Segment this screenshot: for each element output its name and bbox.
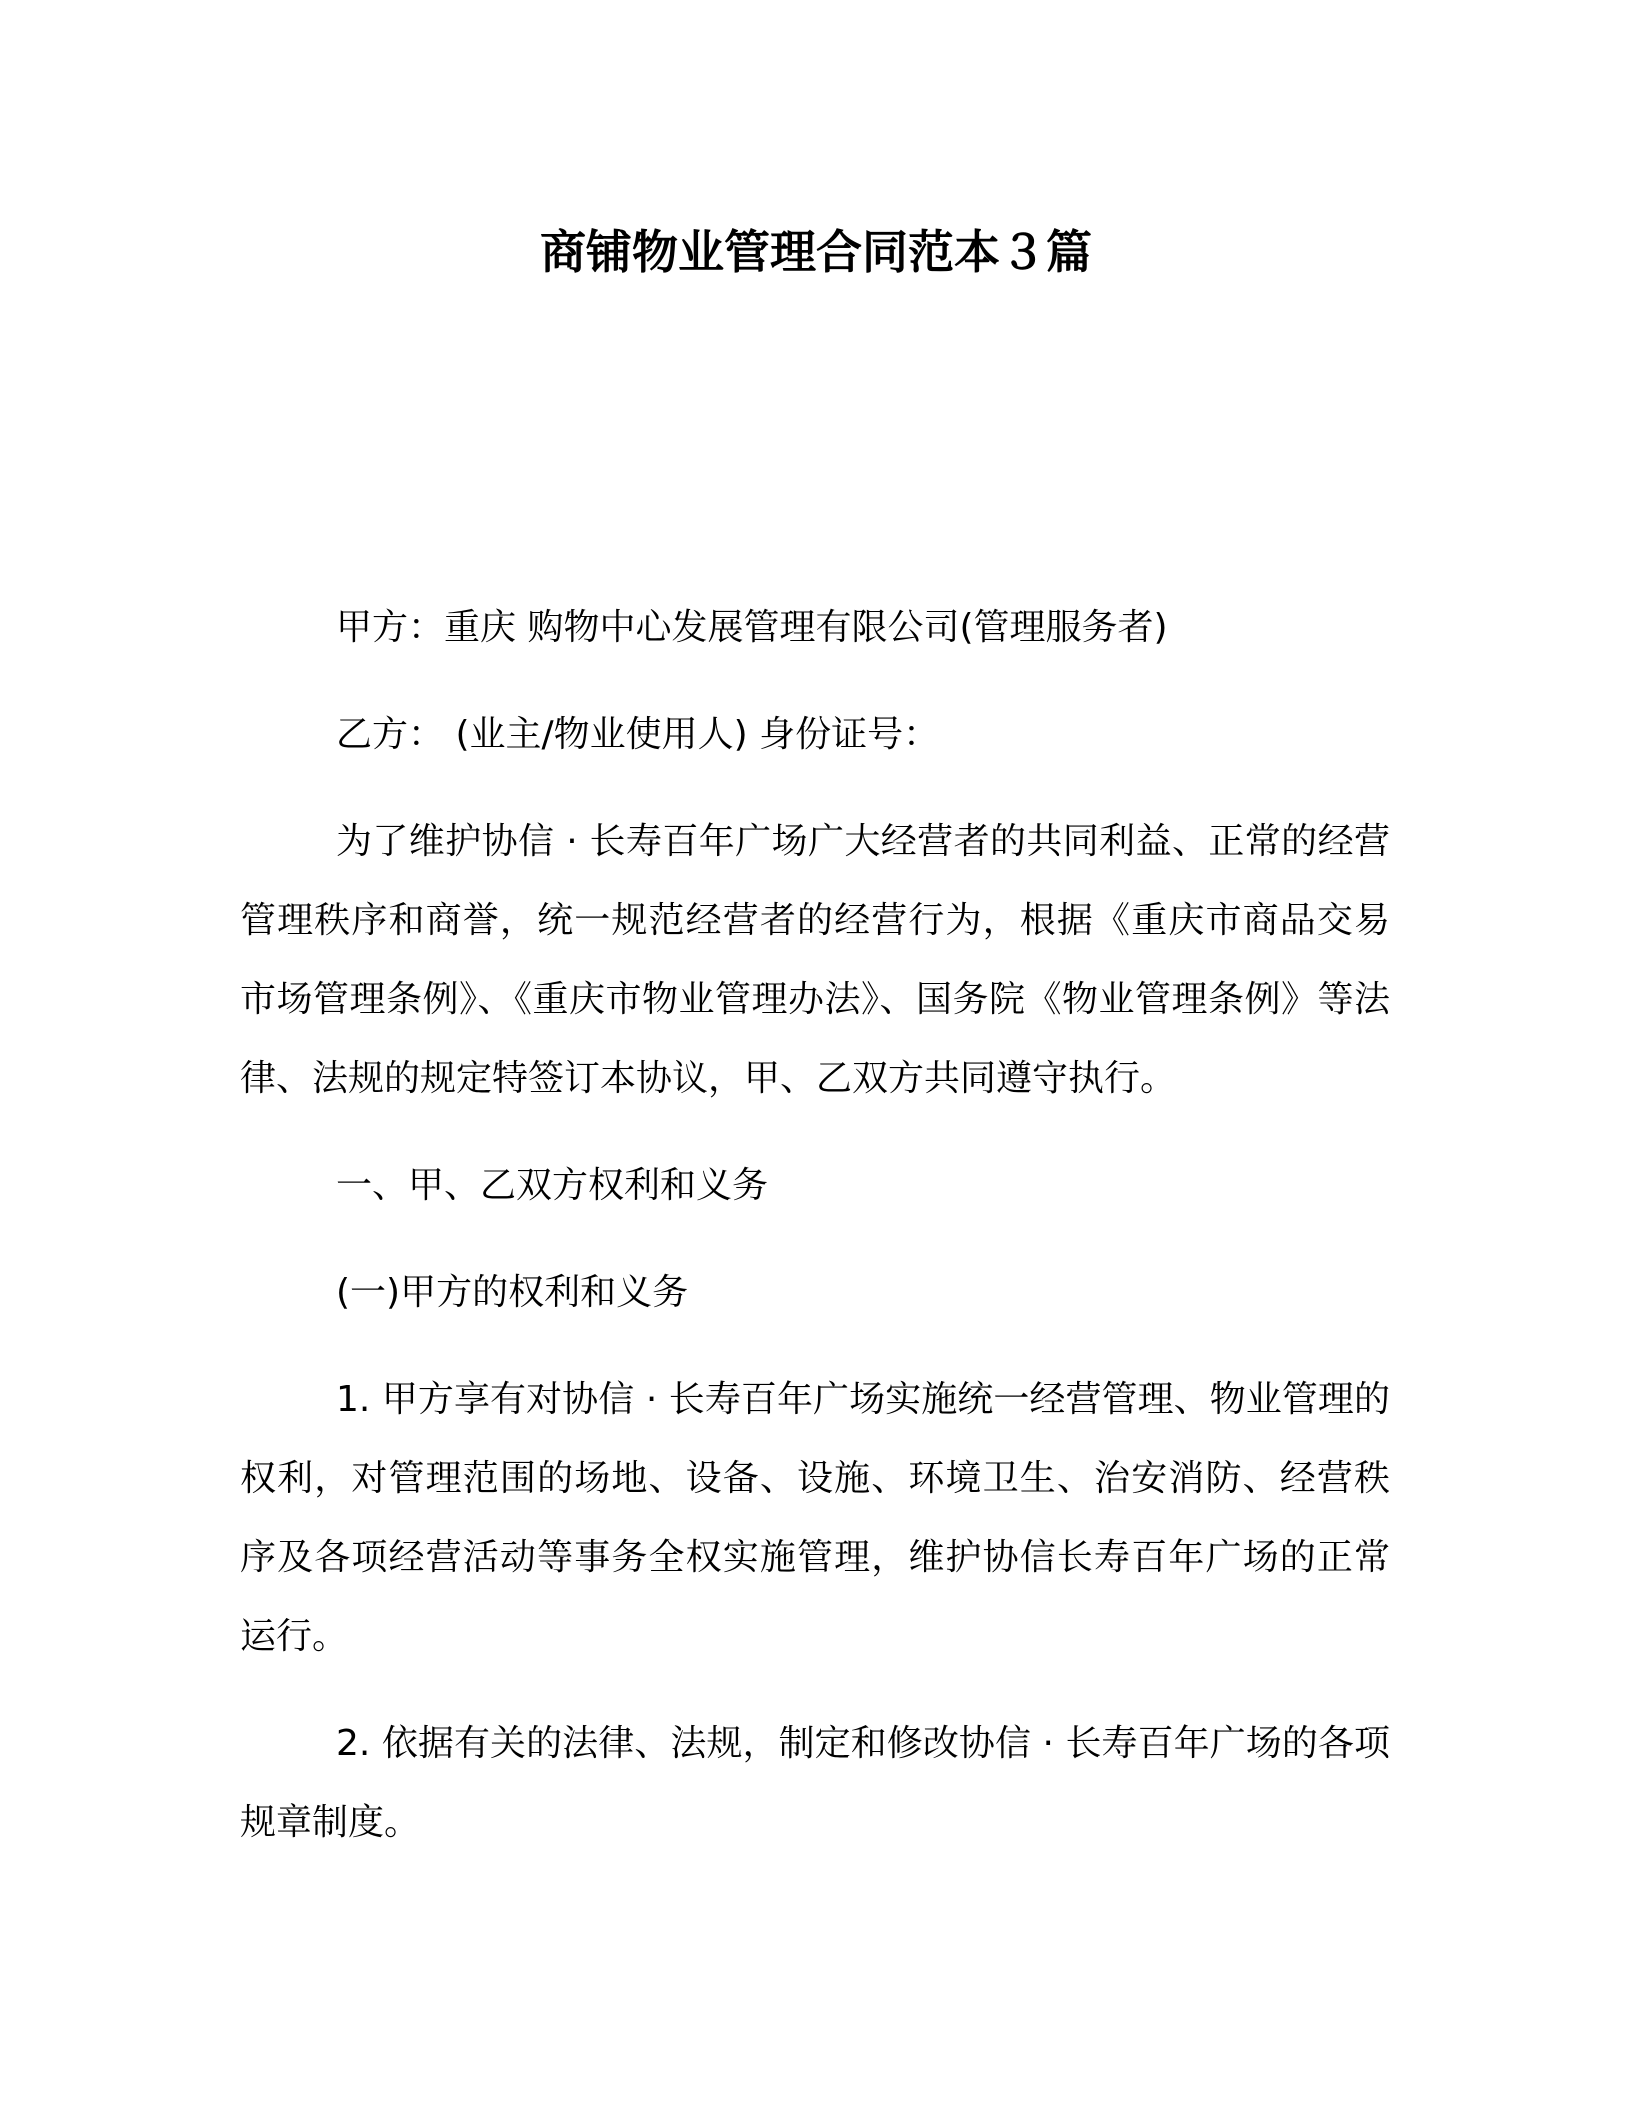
document-body (240, 588, 1390, 1890)
clause-2: 2. 依据有关的法律、法规，制定和修改协信 · 长寿百年广场的各项规章制度。 (240, 1723, 1390, 1843)
subsection-heading-party-a: (一)甲方的权利和义务 (336, 1272, 689, 1313)
clause-1: 1. 甲方享有对协信 · 长寿百年广场实施统一经营管理、物业管理的权利，对管理范围的场地、设备、设施、环境卫生、治安消防、经营秩序及各项经营活动等事务全权实施管理，维护协信长寿百年广场的正常运行。 (240, 1379, 1390, 1657)
party-a-line: 甲方：重庆 购物中心发展管理有限公司(管理服务者) (336, 607, 1168, 648)
party-b-line: 乙方： (业主/物业使用人) 身份证号： (336, 714, 940, 755)
preamble-paragraph: 为了维护协信 · 长寿百年广场广大经营者的共同利益、正常的经营管理秩序和商誉，统一规范经营者的经营行为，根据《重庆市商品交易市场管理条例》、《重庆市物业管理办法》、国务院《物业管理条例》等法律、法规的规定特签订本协议，甲、乙双方共同遵守执行。 (240, 821, 1390, 1099)
document-title: 商铺物业管理合同范本３篇 (540, 225, 1092, 279)
section-heading-rights-obligations: 一、甲、乙双方权利和义务 (336, 1165, 769, 1206)
